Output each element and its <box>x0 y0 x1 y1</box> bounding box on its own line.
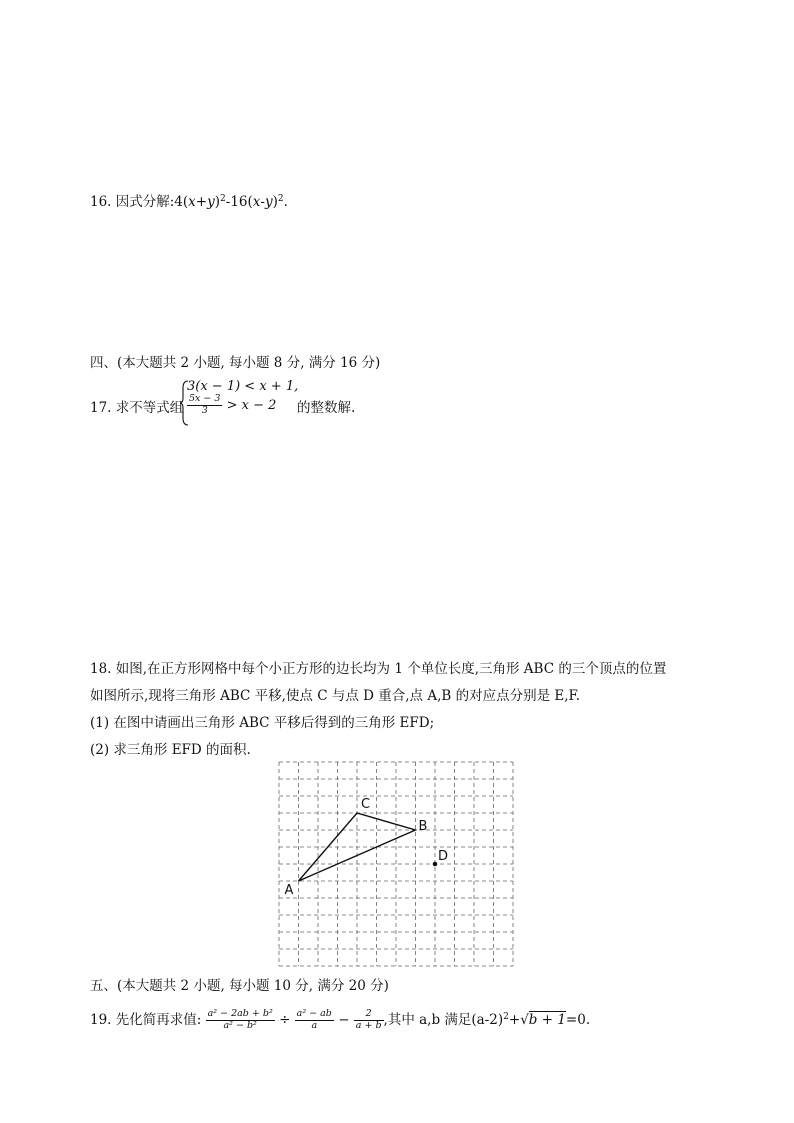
q19-div: ÷ <box>279 1012 291 1028</box>
fraction-denominator: 3 <box>201 404 208 416</box>
inequality-row-2-rest: > x − 2 <box>226 397 277 413</box>
question-19 <box>90 1008 590 1032</box>
q19-f1-denominator: a² − b² <box>223 1020 257 1031</box>
section-5-heading: 五、(本大题共 2 小题, 每小题 10 分, 满分 20 分) <box>90 978 389 994</box>
point-label-d: D <box>438 849 449 864</box>
q19-fraction-1 <box>206 1009 275 1032</box>
q19-prefix: 19. 先化简再求值: <box>90 1012 202 1028</box>
grid-figure <box>278 760 516 968</box>
sqrt-icon: √ <box>520 1012 529 1028</box>
q17-suffix: 的整数解. <box>297 400 356 416</box>
q18-part-2: (2) 求三角形 EFD 的面积. <box>90 742 251 758</box>
q19-f2-numerator: a² − ab <box>296 1008 332 1020</box>
point-d-dot <box>433 862 438 867</box>
q16-sq2: 2 <box>277 194 284 204</box>
q19-f1-numerator: a² − 2ab + b² <box>207 1008 273 1020</box>
q16-close2: ) <box>272 194 278 210</box>
section-4-heading: 四、(本大题共 2 小题, 每小题 8 分, 满分 16 分) <box>90 355 381 371</box>
q16-end: . <box>283 194 288 210</box>
q16-sq1: 2 <box>220 194 226 204</box>
point-label-c: C <box>361 797 371 812</box>
q16-close1: ) <box>214 194 221 210</box>
q19-sqrt-content: b + 1 <box>528 1012 566 1028</box>
q16-x2: x <box>252 194 261 210</box>
q16-y1: y <box>207 194 215 210</box>
q16-minus: - <box>260 194 265 210</box>
q16-x1: x <box>188 194 196 210</box>
inequality-row-1: 3(x − 1) < x + 1, <box>187 379 299 394</box>
fraction-numerator: 5x − 3 <box>189 393 221 404</box>
q16-plus: + <box>195 194 208 210</box>
q19-mid: ,其中 a,b 满足(a-2) <box>383 1012 504 1028</box>
q19-f3-numerator: 2 <box>354 1009 384 1021</box>
q19-f2-denominator: a <box>311 1020 318 1031</box>
q19-minus: − <box>338 1012 350 1028</box>
q18-part-1: (1) 在图中请画出三角形 ABC 平移后得到的三角形 EFD; <box>90 715 435 731</box>
inequality-fraction <box>187 394 222 417</box>
q16-y2: y <box>264 194 273 210</box>
q19-end: =0. <box>565 1012 591 1028</box>
q17-prefix: 17. 求不等式组 <box>90 400 184 416</box>
question-16 <box>90 190 288 210</box>
q16-mid: -16( <box>225 194 253 210</box>
inequality-row-2 <box>187 394 276 417</box>
q18-line-1: 18. 如图,在正方形网格中每个小正方形的边长均为 1 个单位长度,三角形 ABC 的三个顶点的位置 <box>90 661 667 677</box>
q19-fraction-2 <box>295 1009 334 1032</box>
q19-plus: + <box>508 1012 521 1028</box>
q18-line-2: 如图所示,现将三角形 ABC 平移,使点 C 与点 D 重合,点 A,B 的对应点分别是 E,F. <box>90 688 581 704</box>
point-label-b: B <box>418 819 428 834</box>
q16-prefix: 16. 因式分解:4( <box>90 194 189 210</box>
q19-sq: 2 <box>503 1012 509 1022</box>
q19-fraction-3 <box>354 1009 384 1032</box>
q19-f3-denominator: a + b <box>355 1020 382 1031</box>
point-label-a: A <box>284 883 294 898</box>
